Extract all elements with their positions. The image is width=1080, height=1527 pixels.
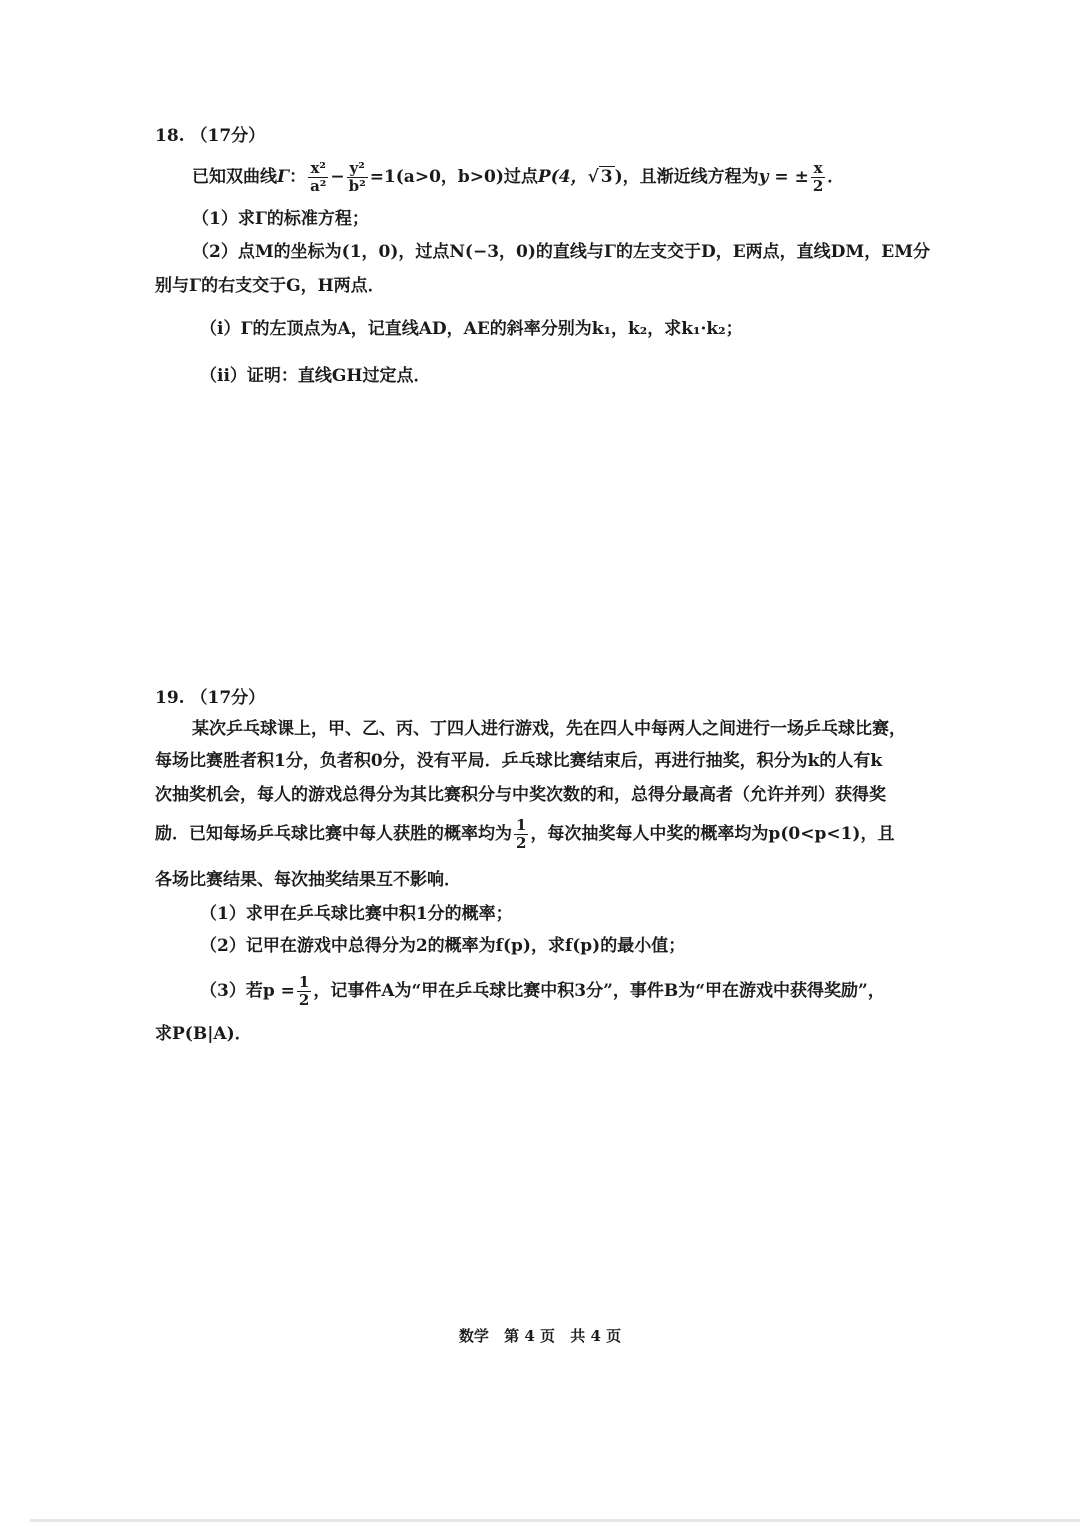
q19-number: 19. <box>155 688 185 708</box>
q19-header <box>155 686 265 710</box>
q19-line4-text-b: ，每次抽奖每人中奖的概率均为p(0<p<1)，且 <box>530 824 895 844</box>
q18-frac-x2-a2 <box>308 160 328 195</box>
frac-denominator: b² <box>348 177 366 195</box>
q19-line1: 某次乒乓球课上，甲、乙、丙、丁四人进行游戏，先在四人中每两人之间进行一场乒乓球比赛， <box>192 719 906 739</box>
frac-denominator: 2 <box>812 177 824 195</box>
frac-numerator: 1 <box>298 973 310 991</box>
frac-denominator: a² <box>310 177 327 195</box>
q18-stem <box>192 157 844 197</box>
frac-denominator: 2 <box>298 991 310 1009</box>
q19-line2: 每场比赛胜者积1分，负者积0分，没有平局．乒乓球比赛结束后，再进行抽奖，积分为k的人有k <box>155 751 883 771</box>
q18-minus: − <box>330 167 345 187</box>
q19-part3-line2: 求P(B|A)． <box>155 1024 252 1044</box>
q18-stem-text-b: 过点 <box>503 167 538 187</box>
q19-part3-text-b: ，记事件A为“甲在乒乓球比赛中积3分”，事件B为“甲在游戏中获得奖励”， <box>313 981 885 1001</box>
q19-part3-frac-half <box>297 974 311 1009</box>
q18-curve-name: Γ <box>277 167 290 187</box>
q18-part2-i: （i）Γ的左顶点为A，记直线AD，AE的斜率分别为k₁，k₂，求k₁·k₂； <box>200 319 743 339</box>
q18-number: 18. <box>155 126 185 146</box>
q18-frac-y2-b2 <box>347 160 368 195</box>
q19-part1: （1）求甲在乒乓球比赛中积1分的概率； <box>200 904 513 924</box>
q18-point-p: P(4， <box>537 167 588 187</box>
q18-part2-ii: （ii）证明：直线GH过定点． <box>200 366 431 386</box>
q19-part3-text-a: （3）若p = <box>200 981 295 1001</box>
frac-numerator: y² <box>347 160 368 178</box>
q19-points: （17分） <box>190 688 266 708</box>
frac-denominator: 2 <box>516 834 527 852</box>
q19-line4 <box>155 814 894 854</box>
frac-numerator: x² <box>308 160 328 178</box>
footer-total-pages: 共 4 页 <box>570 1327 622 1345</box>
q18-frac-x-2 <box>811 160 825 195</box>
q18-sqrt-value: 3 <box>600 167 613 187</box>
q19-part3 <box>200 971 885 1011</box>
q18-close-paren: ) <box>614 167 623 187</box>
frac-numerator: 1 <box>516 816 527 834</box>
q19-line4-text-a: 励．已知每场乒乓球比赛中每人获胜的概率均为 <box>155 824 512 844</box>
q19-frac-half <box>514 817 528 852</box>
q19-line5: 各场比赛结果、每次抽奖结果互不影响． <box>155 870 461 890</box>
q18-stem-text-a: 已知双曲线 <box>192 167 277 187</box>
sqrt-symbol: √ <box>587 167 599 187</box>
q18-header <box>155 124 265 148</box>
page-footer <box>0 1325 1080 1346</box>
scan-edge-divider <box>30 1519 1080 1522</box>
q18-part2-line2: 别与Γ的右支交于G，H两点． <box>155 276 385 296</box>
q18-period: ． <box>827 167 845 187</box>
q18-points: （17分） <box>190 126 266 146</box>
q19-line3: 次抽奖机会，每人的游戏总得分为其比赛积分与中奖次数的和，总得分最高者（允许并列）获得奖 <box>155 785 886 805</box>
q18-part2-line1: （2）点M的坐标为(1，0)，过点N(−3，0)的直线与Γ的左支交于D，E两点，直线DM，EM分 <box>192 242 931 262</box>
q19-part2: （2）记甲在游戏中总得分为2的概率为f(p)，求f(p)的最小值； <box>200 936 686 956</box>
q18-stem-text-c: ，且渐近线方程为 <box>622 167 759 187</box>
q18-part1: （1）求Γ的标准方程； <box>192 209 369 229</box>
q18-colon: ： <box>289 167 307 187</box>
q18-condition: =1(a>0，b>0) <box>369 167 504 187</box>
q18-asymptote: y = ± <box>758 167 809 187</box>
frac-numerator: x <box>811 160 825 178</box>
footer-subject: 数学 <box>458 1327 489 1345</box>
footer-page-number: 第 4 页 <box>504 1327 555 1345</box>
